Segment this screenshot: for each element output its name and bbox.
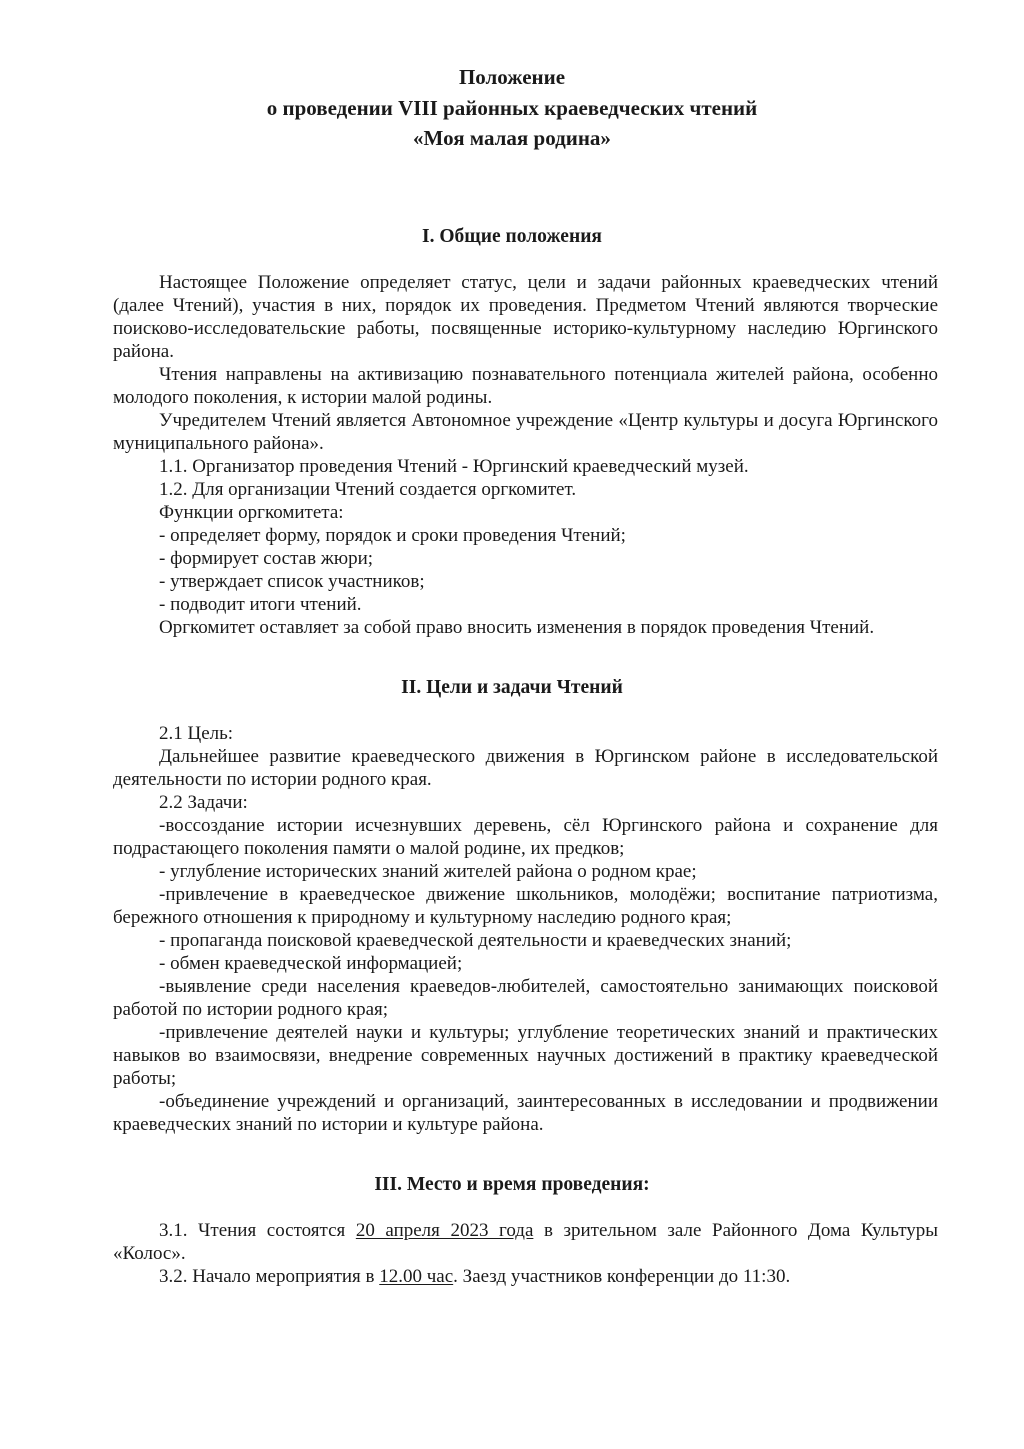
arrival-note: . Заезд участников конференции до 11:30. bbox=[453, 1266, 791, 1287]
event-intro-text: 3.1. Чтения состоятся bbox=[159, 1220, 346, 1241]
section-1-item-2: 1.2. Для организации Чтений создается оргкомитет. bbox=[159, 479, 577, 500]
task-item-5: - обмен краеведческой информацией; bbox=[159, 953, 463, 974]
section-1-paragraph-2: Чтения направлены на активизацию познавательного потенциала жителей района, особенно молодого поколения, к истории малой родины. bbox=[113, 364, 938, 408]
title-line-1: Положение bbox=[458, 65, 566, 89]
task-item-8: -объединение учреждений и организаций, заинтересованных в исследовании и продвижении краеведческих знаний по истории и культуре района. bbox=[113, 1091, 938, 1135]
section-2-heading: II. Цели и задачи Чтений bbox=[401, 677, 623, 698]
functions-label: Функции оргкомитета: bbox=[159, 502, 344, 523]
goal-label: 2.1 Цель: bbox=[159, 723, 234, 744]
section-3-heading: III. Место и время проведения: bbox=[374, 1174, 650, 1195]
tasks-label: 2.2 Задачи: bbox=[159, 792, 248, 813]
section-3-body bbox=[113, 1219, 938, 1288]
task-item-6: -выявление среди населения краеведов-любителей, самостоятельно занимающих поисковой работой по истории родного края; bbox=[113, 976, 938, 1020]
function-item-3: - утверждает список участников; bbox=[159, 571, 425, 592]
function-item-4: - подводит итоги чтений. bbox=[159, 594, 362, 615]
section-1-paragraph-1: Настоящее Положение определяет статус, цели и задачи районных краеведческих чтений (далее Чтений), участия в них, порядок их проведения. Предметом Чтений являются творческие поисково-исследовательские работы, посвященные историко-культурному наследию Юргинского района. bbox=[113, 272, 938, 362]
title-line-3: «Моя малая родина» bbox=[413, 126, 611, 150]
task-item-4: - пропаганда поисковой краеведческой деятельности и краеведческих знаний; bbox=[159, 930, 792, 951]
function-item-1: - определяет форму, порядок и сроки проведения Чтений; bbox=[159, 525, 626, 546]
section-1-paragraph-3: Учредителем Чтений является Автономное учреждение «Центр культуры и досуга Юргинского муниципального района». bbox=[113, 410, 938, 454]
section-1-body bbox=[113, 271, 938, 639]
function-item-2: - формирует состав жюри; bbox=[159, 548, 374, 569]
section-1-heading: I. Общие положения bbox=[422, 226, 602, 247]
section-1-item-1: 1.1. Организатор проведения Чтений - Юргинский краеведческий музей. bbox=[159, 456, 749, 477]
title-line-2: о проведении VIII районных краеведческих чтений bbox=[266, 95, 758, 120]
event-date: 20 апреля 2023 года bbox=[355, 1220, 534, 1241]
start-time: 12.00 час bbox=[379, 1266, 454, 1287]
event-venue-text: в зрительном зале Районного Дома Культуры «Колос». bbox=[113, 1220, 939, 1264]
start-time-intro: 3.2. Начало мероприятия в bbox=[159, 1266, 375, 1287]
task-item-1: -воссоздание истории исчезнувших деревень, сёл Юргинского района и сохранение для подрастающего поколения памяти о малой родине, их предков; bbox=[113, 815, 938, 859]
section-1-closing: Оргкомитет оставляет за собой право вносить изменения в порядок проведения Чтений. bbox=[159, 617, 875, 638]
task-item-3: -привлечение в краеведческое движение школьников, молодёжи; воспитание патриотизма, бережного отношения к природному и культурному наследию родного края; bbox=[113, 884, 938, 928]
section-2-body bbox=[113, 722, 938, 1136]
section-3-paragraph-2 bbox=[113, 1265, 938, 1288]
goal-text: Дальнейшее развитие краеведческого движения в Юргинском районе в исследовательской деятельности по истории родного края. bbox=[113, 746, 938, 790]
task-item-2: - углубление исторических знаний жителей района о родном крае; bbox=[159, 861, 697, 882]
document-title bbox=[0, 62, 1024, 154]
task-item-7: -привлечение деятелей науки и культуры; углубление теоретических знаний и практических навыков во взаимосвязи, внедрение современных научных достижений в практику краеведческой работы; bbox=[113, 1022, 938, 1089]
section-3-paragraph-1 bbox=[113, 1219, 938, 1265]
